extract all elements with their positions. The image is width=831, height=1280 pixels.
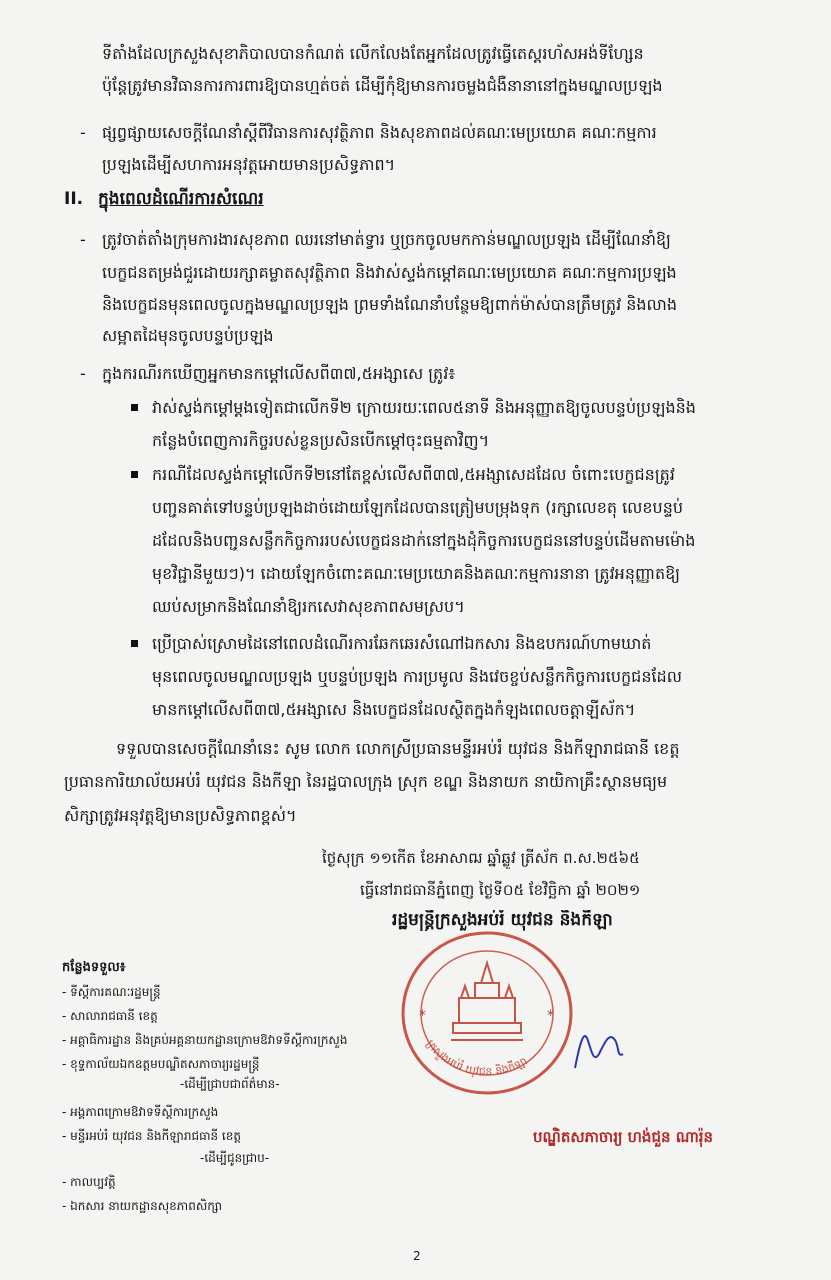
square-bullet	[131, 640, 138, 647]
square-bullet	[131, 404, 138, 411]
body-line: ឈប់សម្រាកនិងណែនាំឱ្យរកសេវាសុខភាពសមស្រប។	[152, 597, 465, 616]
svg-text:ក្រសួងអប់រំ យុវជន និងកីឡា: ក្រសួងអប់រំ យុវជន និងកីឡា	[423, 1037, 530, 1079]
recipient-item: - ទីស្តីការគណៈរដ្ឋមន្ត្រី	[62, 985, 161, 999]
body-line: ប្រធានការិយាល័យអប់រំ យុវជន និងកីឡា នៃរដ្ឋបាលក្រុង ស្រុក ខណ្ឌ និងនាយក នាយិកាគ្រឹះស្ថានមធ្យម	[64, 772, 668, 791]
body-line: កន្លែងបំពេញការកិច្ចរបស់ខ្លួនប្រសិនបើកម្តៅចុះធម្មតាវិញ។	[152, 431, 490, 450]
body-line: ដដែលនិងបញ្ជូនសន្លឹកកិច្ចការរបស់បេក្ខជនដាក់នៅក្នុងដុំកិច្ចការបេក្ខជននៅបន្ទប់ដើមតាមម៉ោង	[152, 531, 696, 550]
recipient-item: - សាលារាជធានី ខេត្ត	[62, 1009, 158, 1023]
dash-bullet: -	[80, 364, 86, 383]
recipient-note: -ដើម្បីជូនជ្រាប-	[200, 1151, 270, 1165]
recipient-item: - អគ្គាធិការដ្ឋាន និងគ្រប់អគ្គនាយកដ្ឋានក្រោមឱវាទទីស្តីការក្រសួង	[62, 1033, 348, 1047]
ministry-seal-icon	[395, 928, 580, 1098]
recipient-item: - ខុទ្ទកាល័យឯកឧត្តមបណ្ឌិតសភាចារ្យរដ្ឋមន្ត្រី	[62, 1057, 260, 1071]
recipient-item: - មន្ទីរអប់រំ យុវជន និងកីឡារាជធានី ខេត្ត	[62, 1129, 241, 1143]
page-number: 2	[413, 1249, 421, 1263]
signature-icon	[565, 1018, 635, 1078]
recipient-item: - កាលប្បវត្តិ	[62, 1175, 116, 1189]
dash-bullet: -	[80, 123, 86, 142]
body-line: វាស់ស្ទង់កម្តៅម្តងទៀតជាលើកទី២ ក្រោយរយៈពេល៥នាទី និងអនុញ្ញាតឱ្យចូលបន្ទប់ប្រឡងនិង	[152, 398, 696, 417]
body-line: សម្អាតដៃមុនចូលបន្ទប់ប្រឡង	[102, 326, 274, 345]
body-line: ប្រើប្រាស់ស្រោមដៃនៅពេលដំណើរការឆែកឆេរសំណៅឯកសារ និងឧបករណ៍ហាមឃាត់	[152, 634, 652, 653]
body-line: ប្រឡងដើម្បីសហការអនុវត្តអោយមានប្រសិទ្ធភាព។	[102, 155, 396, 174]
minister-title: រដ្ឋមន្ត្រីក្រសួងអប់រំ យុវជន និងកីឡា	[392, 910, 613, 930]
signer-name: បណ្ឌិតសភាចារ្យ ហង់ជួន ណារ៉ុន	[533, 1128, 714, 1146]
body-line: បេក្ខជនតម្រង់ជួរដោយរក្សាគម្លាតសុវត្ថិភាព និងវាស់ស្ទង់កម្តៅគណៈមេប្រយោគ គណៈកម្មការប្រឡង	[102, 263, 677, 282]
recipient-item: - ឯកសារ នាយកដ្ឋានសុខភាពសិក្សា	[62, 1199, 223, 1213]
body-line: បញ្ជូនគាត់ទៅបន្ទប់ប្រឡងដាច់ដោយឡែកដែលបានត្រៀមបម្រុងទុក (រក្សាលេខតុ លេខបន្ទប់	[152, 498, 684, 517]
recipient-note: -ដើម្បីជ្រាបជាព័ត៌មាន-	[180, 1077, 280, 1091]
body-line: ផ្សព្វផ្សាយសេចក្តីណែនាំស្តីពីវិធានការសុវត្ថិភាព និងសុខភាពដល់គណៈមេប្រយោគ គណៈកម្មការ	[102, 123, 657, 142]
body-line: ក្នុងករណីរកឃើញអ្នកមានកម្តៅលើសពី៣៧,៥អង្សាសេ ត្រូវ៖	[102, 364, 456, 383]
recipient-item: - អង្គភាពក្រោមឱវាទទីស្តីការក្រសួង	[62, 1105, 219, 1119]
place-date: ធ្វើនៅរាជធានីភ្នំពេញ ថ្ងៃទី០៥ ខែវិច្ឆិកា ឆ្នាំ ២០២១	[360, 881, 641, 899]
svg-text:*: *	[547, 1008, 554, 1024]
body-line: មុនពេលចូលមណ្ឌលប្រឡង ឬបន្ទប់ប្រឡង ការប្រមូល និងវេចខ្ចប់សន្លឹកកិច្ចការបេក្ខជនដែល	[152, 667, 682, 686]
body-line: ទីតាំងដែលក្រសួងសុខាភិបាលបានកំណត់ លើកលែងតែអ្នកដែលត្រូវធ្វើតេស្តរហ័សអង់ទីហ្សែន	[102, 44, 644, 63]
body-line: មានកម្តៅលើសពី៣៧,៥អង្សាសេ និងបេក្ខជនដែលស្ថិតក្នុងកំឡុងពេលចត្តាឡីស័ក។	[152, 700, 636, 719]
body-line: និងបេក្ខជនមុនពេលចូលក្នុងមណ្ឌលប្រឡង ព្រមទាំងណែនាំបន្ថែមឱ្យពាក់ម៉ាស់បានត្រឹមត្រូវ និងលាង	[102, 295, 678, 314]
svg-text:*: *	[419, 1008, 426, 1024]
body-line: ករណីដែលស្ទង់កម្តៅលើកទី២នៅតែខ្ពស់លើសពី៣៧,៥អង្សាសេដដែល ចំពោះបេក្ខជនត្រូវ	[152, 465, 675, 484]
dash-bullet: -	[80, 230, 86, 249]
body-line: ត្រូវចាត់តាំងក្រុមការងារសុខភាព ឈរនៅមាត់ទ្វារ ឬច្រកចូលមកកាន់មណ្ឌលប្រឡង ដើម្បីណែនាំឱ្យ	[102, 230, 671, 249]
recipients-title: កន្លែងទទួល៖	[62, 960, 126, 975]
body-line: សិក្សាត្រូវអនុវត្តឱ្យមានប្រសិទ្ធភាពខ្ពស់។	[64, 806, 297, 825]
body-line: ប៉ុន្តែត្រូវមានវិធានការការពារឱ្យបានហ្មត់ចត់ ដើម្បីកុំឱ្យមានការចម្លងជំងឺនានានៅក្នុងមណ្ឌលប្រឡង	[102, 76, 663, 95]
section-number: II.	[64, 189, 84, 209]
square-bullet	[131, 471, 138, 478]
lunar-date: ថ្ងៃសុក្រ ១១កើត ខែអាសាឍ ឆ្នាំឆ្លូវ ត្រីស័ក ព.ស.២៥៦៥	[322, 849, 640, 867]
body-line: មុខវិជ្ជានីមួយៗ)។ ដោយឡែកចំពោះគណៈមេប្រយោគនិងគណៈកម្មការនានា ត្រូវអនុញ្ញាតឱ្យ	[152, 564, 681, 583]
body-line: ទទួលបានសេចក្តីណែនាំនេះ សូម លោក លោកស្រីប្រធានមន្ទីរអប់រំ យុវជន និងកីឡារាជធានី ខេត្ត	[116, 739, 680, 758]
section-title: ក្នុងពេលដំណើរការសំណេរ	[98, 189, 264, 209]
